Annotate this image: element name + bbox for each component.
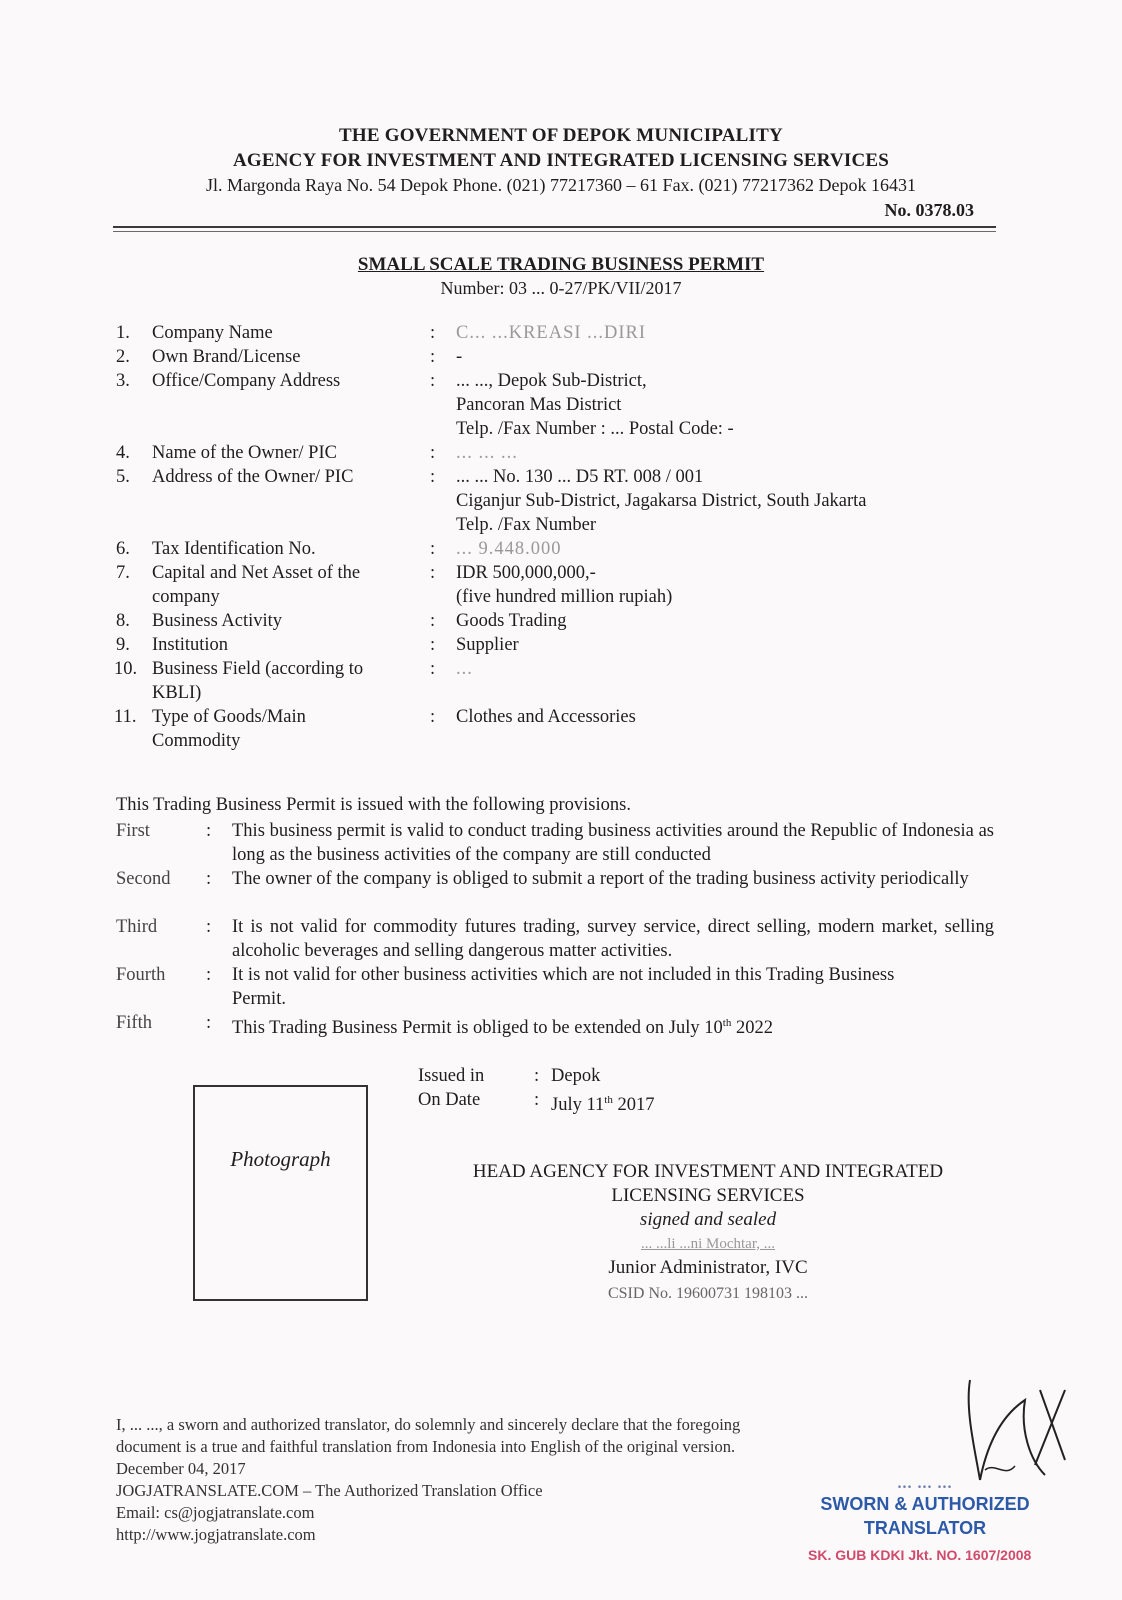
provision-text-third: It is not valid for commodity futures trading, survey service, direct selling, modern market, selling alcoholic beverages and selling dangerous matter activities. bbox=[232, 917, 994, 961]
field-value-owner-address: ... ... No. 130 ... D5 RT. 008 / 001 bbox=[456, 467, 704, 487]
field-value-own-brand: - bbox=[456, 347, 463, 367]
field-value-goods-type: Clothes and Accessories bbox=[456, 707, 636, 727]
provision-text-second: The owner of the company is obliged to submit a report of the trading business activity periodically bbox=[232, 869, 969, 889]
field-label-tax-id: Tax Identification No. bbox=[152, 539, 316, 559]
stamp-translator: TRANSLATOR bbox=[863, 1518, 987, 1538]
issued-in-value: Depok bbox=[551, 1066, 601, 1086]
issued-date-label: On Date bbox=[418, 1090, 481, 1110]
permit-title: SMALL SCALE TRADING BUSINESS PERMIT bbox=[357, 254, 765, 275]
photograph-label: Photograph bbox=[230, 1147, 331, 1171]
field-number: 3. bbox=[116, 371, 130, 391]
field-value-tax-id: ... 9.448.000 bbox=[456, 539, 562, 559]
field-number: 4. bbox=[116, 443, 130, 463]
translation-website[interactable]: http://www.jogjatranslate.com bbox=[116, 1525, 316, 1544]
provision-label-fifth: Fifth bbox=[116, 1013, 152, 1033]
field-label-own-brand: Own Brand/License bbox=[152, 347, 301, 367]
translation-email: Email: cs@jogjatranslate.com bbox=[116, 1503, 315, 1522]
permit-number: Number: 03 ... 0-27/PK/VII/2017 bbox=[440, 278, 682, 298]
signed-and-sealed: signed and sealed bbox=[639, 1209, 777, 1230]
field-label-owner-address: Address of the Owner/ PIC bbox=[152, 467, 354, 487]
signatory-title: HEAD AGENCY FOR INVESTMENT AND INTEGRATED bbox=[472, 1161, 944, 1182]
photograph-box bbox=[193, 1085, 368, 1301]
signatory-name: ... ...li ...ni Mochtar, ... bbox=[641, 1236, 775, 1252]
field-number: 11. bbox=[114, 707, 137, 727]
field-label-business-field: Business Field (according to bbox=[152, 659, 364, 679]
field-value-capital-words: (five hundred million rupiah) bbox=[456, 587, 673, 607]
signatory-id-number: CSID No. 19600731 198103 ... bbox=[607, 1285, 808, 1302]
provisions-intro: This Trading Business Permit is issued with the following provisions. bbox=[116, 795, 631, 815]
field-label-office-address: Office/Company Address bbox=[152, 371, 341, 391]
field-value-business-field: ... bbox=[456, 659, 473, 679]
signatory-position: Junior Administrator, IVC bbox=[608, 1257, 808, 1278]
provision-label-second: Second bbox=[116, 869, 171, 889]
field-value-office-address: ... ..., Depok Sub-District, bbox=[456, 371, 647, 391]
translation-date: December 04, 2017 bbox=[116, 1459, 246, 1478]
provision-text-first: This business permit is valid to conduct trading business activities around the Republic of Indonesia as long as the business activities of the company are still conducted bbox=[232, 821, 994, 865]
translator-declaration: I, ... ..., a sworn and authorized translator, do solemnly and sincerely declare that the foregoing bbox=[116, 1415, 741, 1434]
field-label-goods-type: Type of Goods/Main bbox=[152, 707, 306, 727]
signatory-title-line2: LICENSING SERVICES bbox=[611, 1185, 805, 1206]
provision-label-third: Third bbox=[116, 917, 158, 937]
field-number: 7. bbox=[116, 563, 130, 583]
field-number: 1. bbox=[116, 323, 130, 343]
translator-declaration-line2: document is a true and faithful translation from Indonesia into English of the original version. bbox=[116, 1437, 736, 1456]
field-label-institution: Institution bbox=[152, 635, 229, 655]
field-value-owner-address-line2: Ciganjur Sub-District, Jagakarsa District, South Jakarta bbox=[456, 491, 867, 511]
field-number: 2. bbox=[116, 347, 130, 367]
field-value-company-name: C... ...KREASI ...DIRI bbox=[456, 323, 647, 343]
agency-government-title: THE GOVERNMENT OF DEPOK MUNICIPALITY bbox=[339, 125, 783, 146]
field-number: 5. bbox=[116, 467, 130, 487]
field-value-institution: Supplier bbox=[456, 635, 519, 655]
translator-stamp-name: ... ... ... bbox=[897, 1475, 953, 1492]
field-value-capital: IDR 500,000,000,- bbox=[456, 563, 596, 583]
header-divider-thin bbox=[113, 231, 996, 232]
field-label-capital-line2: company bbox=[152, 587, 220, 607]
issued-in-label: Issued in bbox=[418, 1066, 485, 1086]
field-number: 6. bbox=[116, 539, 130, 559]
field-value-business-activity: Goods Trading bbox=[456, 611, 567, 631]
agency-address: Jl. Margonda Raya No. 54 Depok Phone. (021) 77217360 – 61 Fax. (021) 77217362 Depok 16431 bbox=[205, 175, 917, 195]
translation-office: JOGJATRANSLATE.COM – The Authorized Translation Office bbox=[116, 1481, 543, 1500]
field-label-goods-type-line2: Commodity bbox=[152, 731, 241, 751]
field-value-office-phone: Telp. /Fax Number : ... Postal Code: - bbox=[456, 419, 734, 439]
field-label-capital: Capital and Net Asset of the bbox=[152, 563, 361, 583]
provision-text-fifth: This Trading Business Permit is obliged to be extended on July 10th 2022 bbox=[232, 1017, 773, 1039]
field-label-business-field-line2: KBLI) bbox=[152, 683, 202, 703]
field-label-owner-name: Name of the Owner/ PIC bbox=[152, 443, 337, 463]
document-number: No. 0378.03 bbox=[884, 200, 974, 220]
provision-label-fourth: Fourth bbox=[116, 965, 166, 985]
field-value-office-address-line2: Pancoran Mas District bbox=[456, 395, 622, 415]
field-number: 9. bbox=[116, 635, 130, 655]
stamp-license-number: SK. GUB KDKI Jkt. NO. 1607/2008 bbox=[808, 1547, 1032, 1563]
agency-name: AGENCY FOR INVESTMENT AND INTEGRATED LICENSING SERVICES bbox=[232, 150, 890, 171]
header-divider bbox=[113, 226, 996, 228]
field-number: 10. bbox=[114, 659, 138, 679]
translator-signature-icon bbox=[950, 1370, 1080, 1500]
provision-text-fourth: It is not valid for other business activities which are not included in this Trading Business Permit. bbox=[232, 965, 895, 1009]
provision-label-first: First bbox=[116, 821, 150, 841]
field-number: 8. bbox=[116, 611, 130, 631]
field-label-business-activity: Business Activity bbox=[152, 611, 283, 631]
stamp-sworn-authorized: SWORN & AUTHORIZED bbox=[820, 1494, 1030, 1514]
field-value-owner-name: ... ... ... bbox=[456, 443, 518, 463]
issued-date-value: July 11th 2017 bbox=[551, 1094, 655, 1116]
field-label-company-name: Company Name bbox=[152, 323, 273, 343]
field-value-owner-phone: Telp. /Fax Number bbox=[456, 515, 596, 535]
